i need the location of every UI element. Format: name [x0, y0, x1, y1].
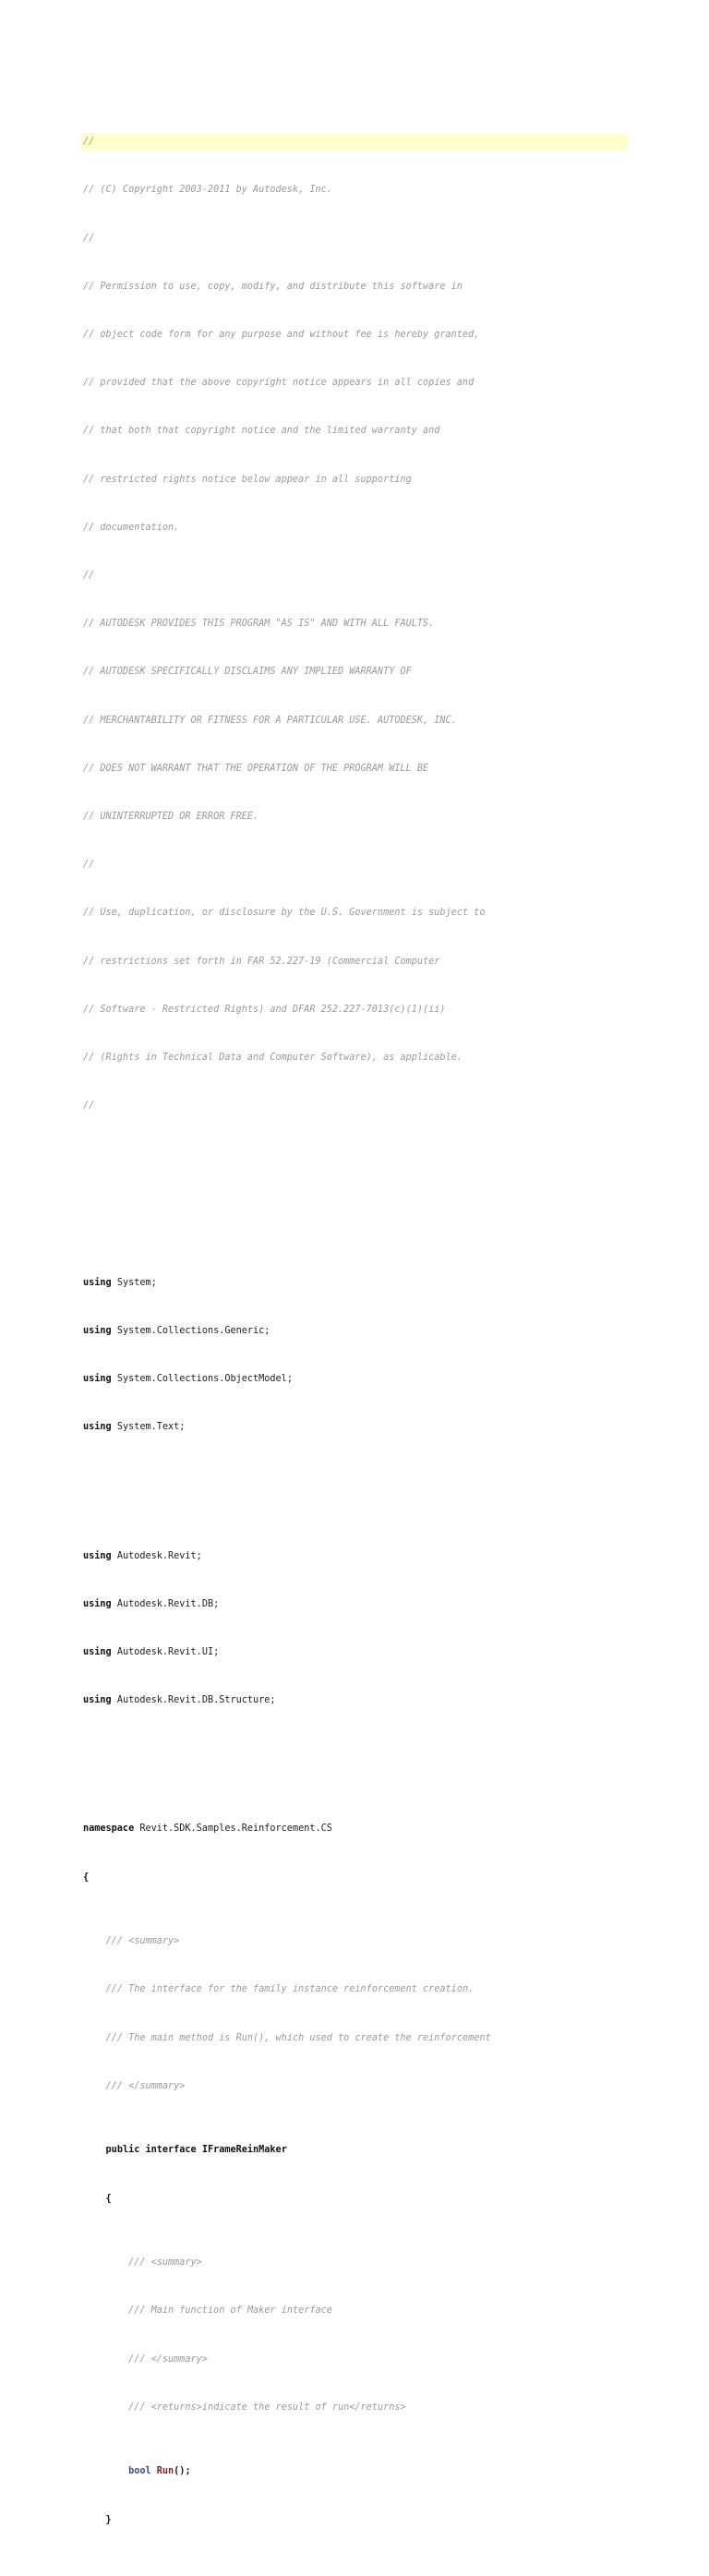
comment-line: // (Rights in Technical Data and Computer Software), as applicable.: [83, 1053, 463, 1064]
using-target: System;: [116, 1277, 157, 1288]
comment-line: // Use, duplication, or disclosure by the U.S. Government is subject to: [83, 908, 486, 919]
blank-line: [83, 1484, 628, 1499]
using-keyword: using: [83, 1646, 112, 1657]
comment-line: // AUTODESK PROVIDES THIS PROGRAM "AS IS" AND WITH ALL FAULTS.: [83, 619, 435, 630]
namespace-declaration: [83, 1821, 628, 1836]
doc-comment-line: /// The main method is Run(), which used to create the reinforcement: [105, 2032, 491, 2043]
using-target: System.Collections.ObjectModel;: [116, 1374, 293, 1385]
comment-line: // MERCHANTABILITY OR FITNESS FOR A PARTICULAR USE. AUTODESK, INC.: [83, 715, 457, 726]
using-target: Autodesk.Revit.DB;: [116, 1598, 220, 1609]
comment-line: //: [83, 860, 95, 871]
interface-close-brace: }: [105, 2514, 112, 2525]
using-directive: [83, 1548, 628, 1564]
using-directive: [83, 1644, 628, 1660]
method-declaration: [83, 2463, 628, 2479]
using-keyword: using: [83, 1325, 112, 1336]
using-directive: [83, 1419, 628, 1435]
method-return-type: bool: [128, 2466, 151, 2477]
comment-line: // Software - Restricted Rights) and DFAR 252.227-7013(c)(1)(ii): [83, 1004, 446, 1015]
namespace-name: Revit.SDK.Samples.Reinforcement.CS: [139, 1824, 332, 1835]
method-suffix: ();: [174, 2466, 191, 2477]
blank-line: [83, 1757, 628, 1773]
interface-declaration: [83, 2142, 628, 2158]
comment-line: // restricted rights notice below appear in all supporting: [83, 474, 412, 485]
method-name: Run: [156, 2466, 174, 2477]
doc-comment-line: /// </summary>: [105, 2080, 186, 2091]
using-target: Autodesk.Revit.UI;: [116, 1646, 220, 1657]
comment-line: // (C) Copyright 2003-2011 by Autodesk, Inc.: [83, 185, 332, 196]
comment-line: // object code form for any purpose and without fee is hereby granted,: [83, 330, 480, 341]
interface-name: IFrameReinMaker: [201, 2145, 287, 2156]
comment-line: // provided that the above copyright notice appears in all copies and: [83, 378, 475, 389]
comment-line: //: [81, 134, 628, 150]
using-keyword: using: [83, 1550, 112, 1561]
namespace-keyword: namespace: [83, 1824, 135, 1835]
comment-line: // documentation.: [83, 522, 180, 533]
using-target: Autodesk.Revit.DB.Structure;: [116, 1695, 276, 1706]
using-directive: [83, 1275, 628, 1291]
using-directive: [83, 1323, 628, 1339]
comment-line: // Permission to use, copy, modify, and distribute this software in: [83, 281, 463, 292]
using-directive: [83, 1692, 628, 1708]
namespace-open-brace: {: [83, 1872, 90, 1883]
doc-comment-line: /// <summary>: [105, 1936, 180, 1947]
doc-comment-line: /// <summary>: [128, 2257, 202, 2269]
using-target: System.Text;: [116, 1422, 186, 1433]
using-keyword: using: [83, 1598, 112, 1609]
comment-line: // restrictions set forth in FAR 52.227-19 (Commercial Computer: [83, 956, 440, 967]
using-keyword: using: [83, 1374, 112, 1385]
interface-keywords: public interface: [105, 2145, 197, 2156]
using-target: System.Collections.Generic;: [116, 1325, 270, 1336]
comment-line: // that both that copyright notice and the limited warranty and: [83, 426, 440, 437]
comment-line: // UNINTERRUPTED OR ERROR FREE.: [83, 812, 259, 823]
doc-comment-line: /// Main function of Maker interface: [128, 2305, 332, 2317]
comment-line: // AUTODESK SPECIFICALLY DISCLAIMS ANY IMPLIED WARRANTY OF: [83, 667, 412, 678]
doc-comment-line: /// </summary>: [128, 2353, 208, 2365]
blank-line: [83, 1162, 628, 1178]
using-directive: [83, 1371, 628, 1387]
blank-line: [83, 1210, 628, 1226]
comment-line: //: [83, 1101, 95, 1112]
comment-line: //: [83, 571, 95, 582]
using-target: Autodesk.Revit;: [116, 1550, 202, 1561]
using-keyword: using: [83, 1422, 112, 1433]
comment-line: // DOES NOT WARRANT THAT THE OPERATION OF THE PROGRAM WILL BE: [83, 763, 429, 774]
comment-line: //: [83, 233, 95, 244]
doc-comment-line: /// The interface for the family instance reinforcement creation.: [105, 1984, 475, 1995]
doc-comment-line: /// <returns>indicate the result of run</returns>: [128, 2401, 406, 2413]
using-keyword: using: [83, 1695, 112, 1706]
using-keyword: using: [83, 1277, 112, 1288]
interface-open-brace: {: [105, 2193, 112, 2204]
code-listing: [83, 86, 628, 2576]
using-directive: [83, 1596, 628, 1612]
